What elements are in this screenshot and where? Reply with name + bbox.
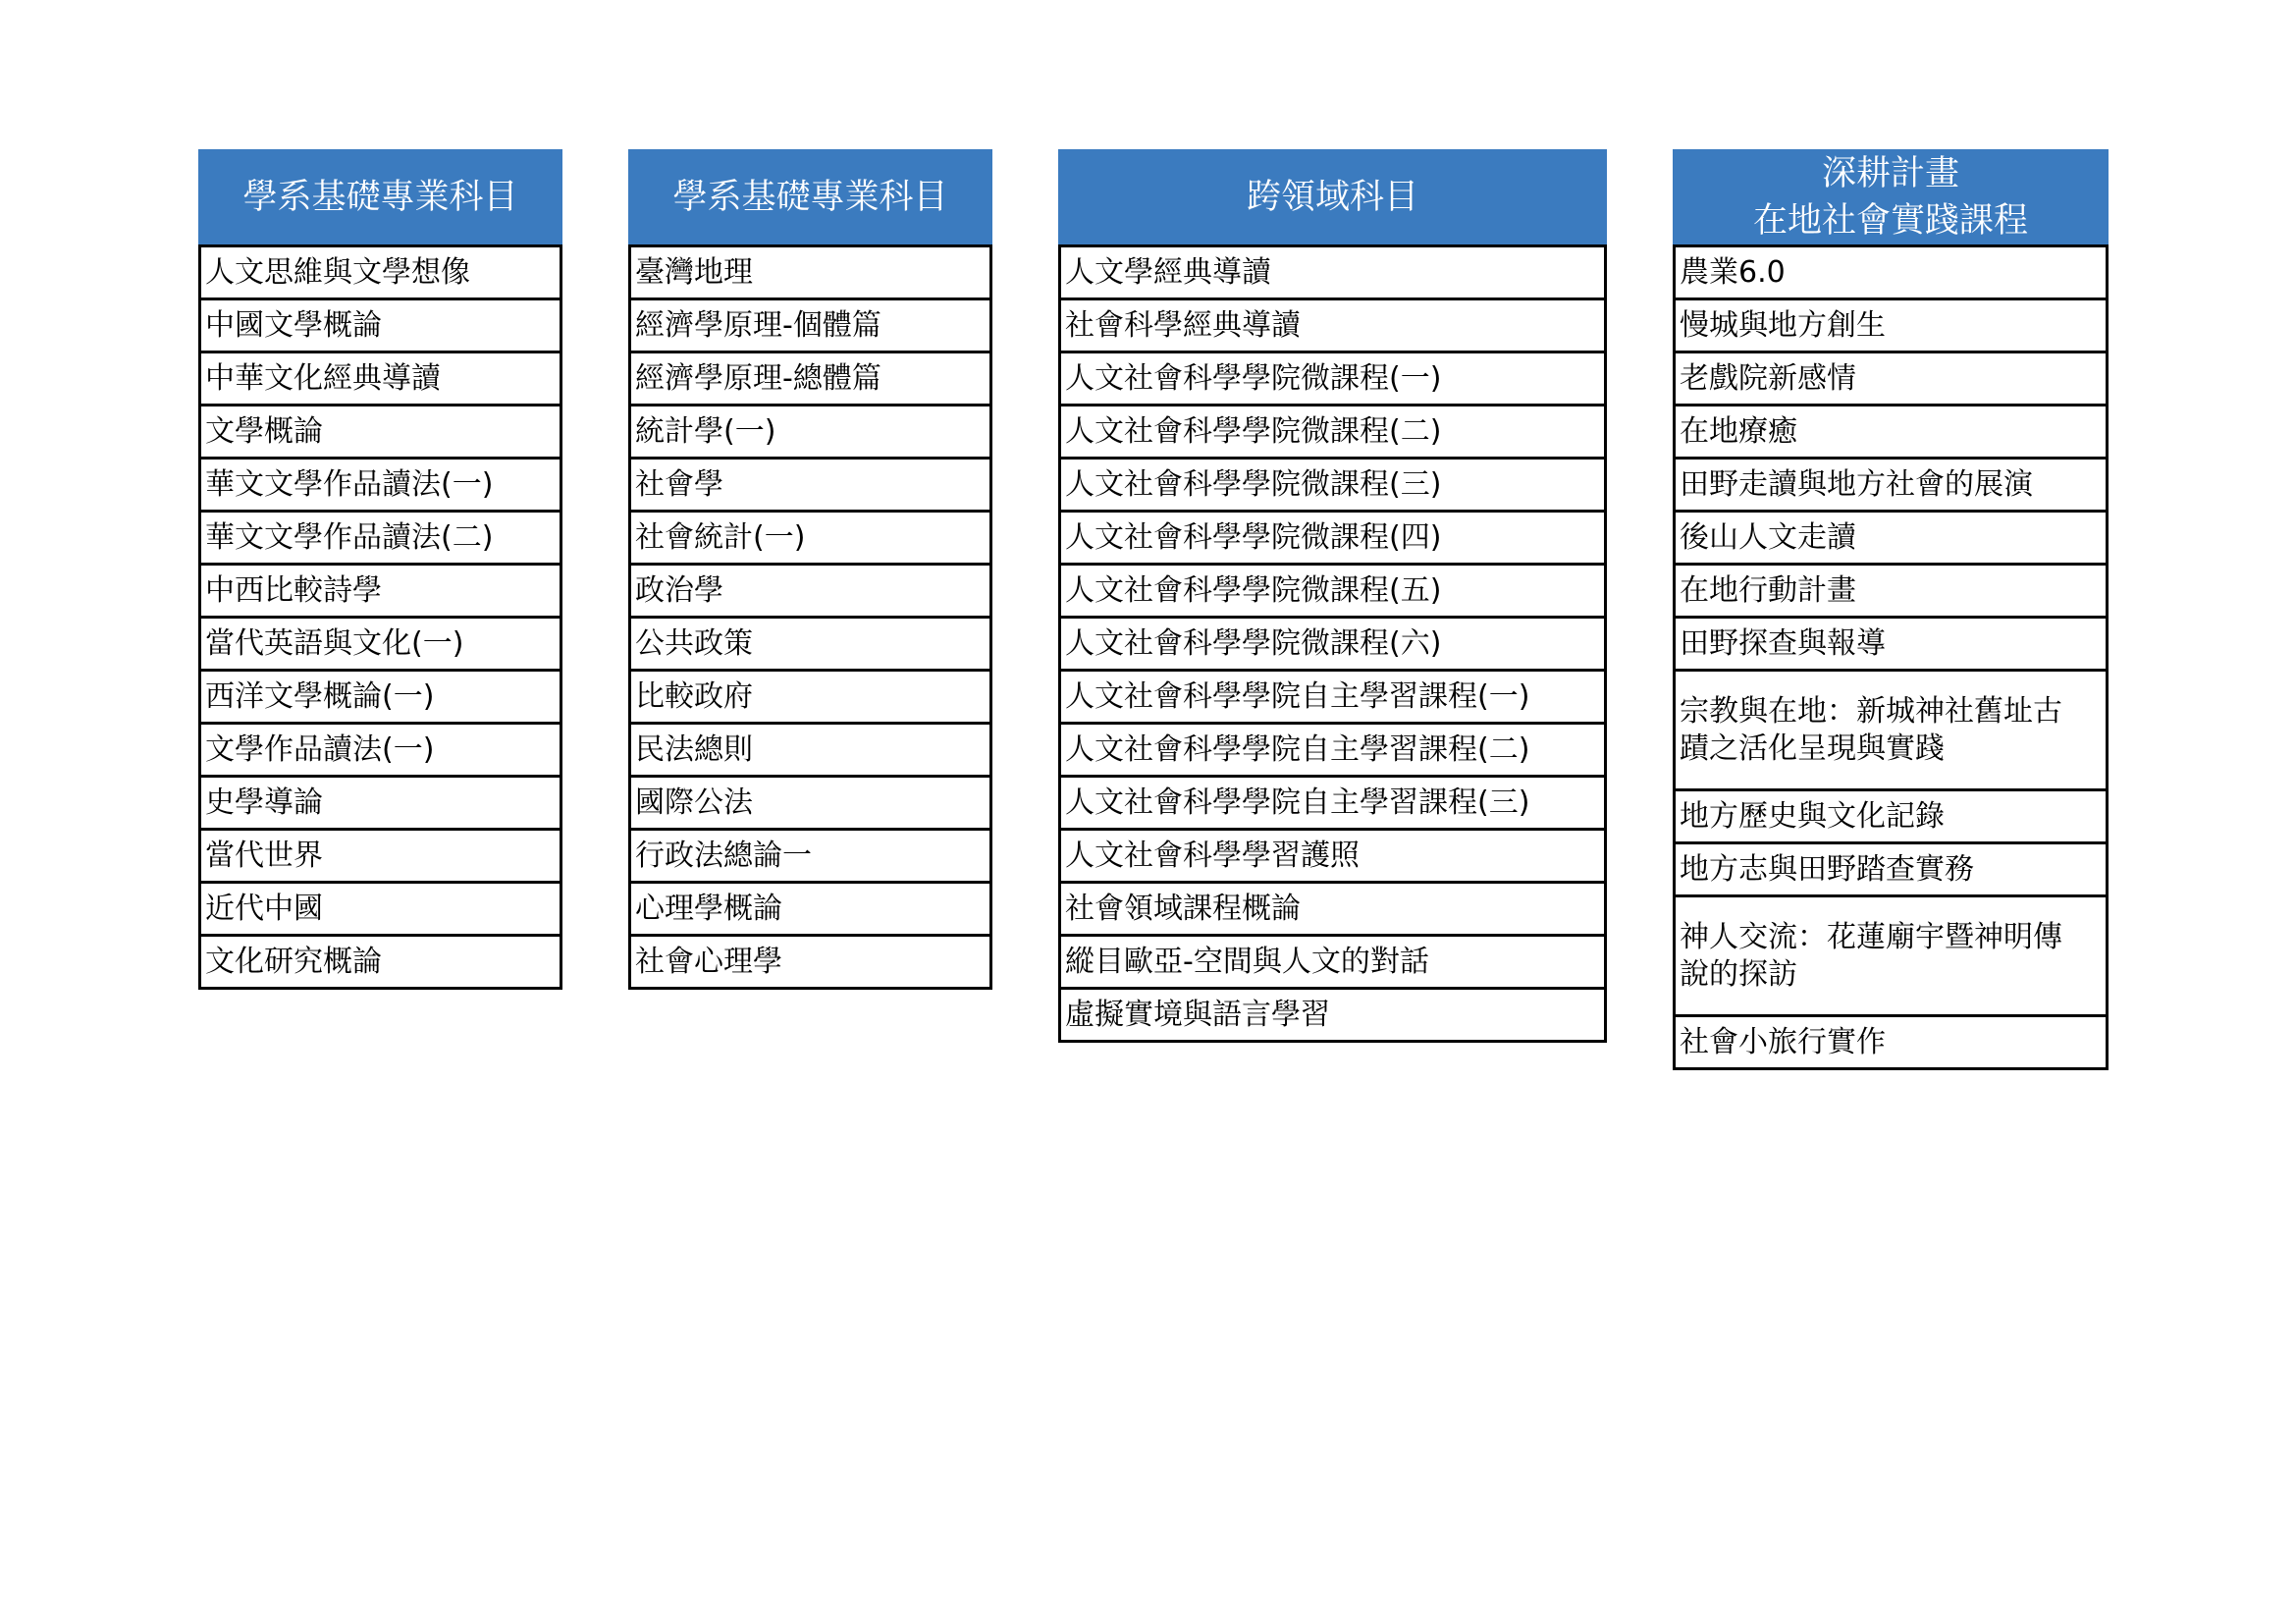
table-row: [200, 352, 561, 406]
table-row: [1060, 246, 1606, 299]
course-cell: 人文社會科學學院微課程(四): [1060, 512, 1606, 565]
table-row: [1060, 936, 1606, 989]
table-row: [200, 883, 561, 936]
course-cell: 人文社會科學學習護照: [1060, 830, 1606, 883]
table-row: [1675, 671, 2108, 790]
column-header: 跨領域科目: [1058, 149, 1607, 244]
table-row: [630, 618, 991, 671]
table-row: [1675, 790, 2108, 843]
course-column-1: [198, 149, 562, 990]
course-cell: 在地療癒: [1675, 406, 2108, 459]
table-row: [1675, 843, 2108, 896]
course-cell: 田野探查與報導: [1675, 618, 2108, 671]
table-row: [1060, 671, 1606, 724]
table-row: [200, 565, 561, 618]
course-cell: 社會統計(一): [630, 512, 991, 565]
table-row: [630, 883, 991, 936]
course-cell: 人文社會科學學院自主學習課程(二): [1060, 724, 1606, 777]
table-row: [1060, 565, 1606, 618]
course-cell: 人文學經典導讀: [1060, 246, 1606, 299]
table-row: [630, 406, 991, 459]
table-row: [1060, 459, 1606, 512]
course-cell: 公共政策: [630, 618, 991, 671]
table-row: [630, 352, 991, 406]
table-row: [1675, 406, 2108, 459]
course-column-3: [1058, 149, 1607, 1043]
course-cell: 後山人文走讀: [1675, 512, 2108, 565]
table-row: [630, 830, 991, 883]
table-row: [200, 512, 561, 565]
table-row: [1060, 512, 1606, 565]
table-row: [630, 565, 991, 618]
course-column-4: [1673, 149, 2109, 1070]
course-cell: 中國文學概論: [200, 299, 561, 352]
table-row: [1060, 830, 1606, 883]
course-cell: 宗教與在地：新城神社舊址古 蹟之活化呈現與實踐: [1675, 671, 2108, 790]
course-cell: 華文文學作品讀法(一): [200, 459, 561, 512]
table-row: [1060, 883, 1606, 936]
course-table: [198, 244, 562, 990]
course-cell: 社會科學經典導讀: [1060, 299, 1606, 352]
course-cell: 統計學(一): [630, 406, 991, 459]
table-row: [1060, 777, 1606, 830]
table-row: [1675, 459, 2108, 512]
course-cell: 地方歷史與文化記錄: [1675, 790, 2108, 843]
course-cell: 中華文化經典導讀: [200, 352, 561, 406]
course-cell: 人文社會科學學院微課程(三): [1060, 459, 1606, 512]
course-cell: 慢城與地方創生: [1675, 299, 2108, 352]
course-cell: 文學作品讀法(一): [200, 724, 561, 777]
table-row: [1060, 299, 1606, 352]
course-cell: 史學導論: [200, 777, 561, 830]
table-row: [200, 246, 561, 299]
course-cell: 人文社會科學學院自主學習課程(三): [1060, 777, 1606, 830]
course-cell: 老戲院新感情: [1675, 352, 2108, 406]
course-cell: 人文社會科學學院微課程(六): [1060, 618, 1606, 671]
table-row: [630, 936, 991, 989]
course-cell: 政治學: [630, 565, 991, 618]
course-cell: 行政法總論一: [630, 830, 991, 883]
table-row: [1675, 565, 2108, 618]
table-row: [200, 618, 561, 671]
table-row: [630, 299, 991, 352]
course-cell: 民法總則: [630, 724, 991, 777]
table-row: [1060, 618, 1606, 671]
table-row: [630, 671, 991, 724]
table-row: [630, 459, 991, 512]
course-cell: 田野走讀與地方社會的展演: [1675, 459, 2108, 512]
table-row: [1675, 618, 2108, 671]
course-cell: 縱目歐亞-空間與人文的對話: [1060, 936, 1606, 989]
course-cell: 經濟學原理-個體篇: [630, 299, 991, 352]
course-cell: 比較政府: [630, 671, 991, 724]
course-cell: 當代世界: [200, 830, 561, 883]
course-cell: 文化研究概論: [200, 936, 561, 989]
table-row: [200, 830, 561, 883]
table-row: [200, 724, 561, 777]
course-cell: 虛擬實境與語言學習: [1060, 989, 1606, 1042]
course-cell: 西洋文學概論(一): [200, 671, 561, 724]
course-cell: 人文社會科學學院微課程(二): [1060, 406, 1606, 459]
course-cell: 華文文學作品讀法(二): [200, 512, 561, 565]
course-table: [628, 244, 992, 990]
table-row: [1060, 989, 1606, 1042]
course-cell: 社會小旅行實作: [1675, 1016, 2108, 1069]
course-cell: 人文社會科學學院自主學習課程(一): [1060, 671, 1606, 724]
course-cell: 心理學概論: [630, 883, 991, 936]
course-column-2: [628, 149, 992, 990]
column-header: 學系基礎專業科目: [198, 149, 562, 244]
table-row: [1060, 724, 1606, 777]
course-cell: 中西比較詩學: [200, 565, 561, 618]
course-cell: 當代英語與文化(一): [200, 618, 561, 671]
table-row: [1675, 246, 2108, 299]
table-row: [630, 777, 991, 830]
course-table: [1673, 244, 2109, 1070]
course-cell: 國際公法: [630, 777, 991, 830]
table-row: [200, 936, 561, 989]
course-cell: 社會領域課程概論: [1060, 883, 1606, 936]
table-row: [1675, 896, 2108, 1016]
course-cell: 文學概論: [200, 406, 561, 459]
table-row: [200, 671, 561, 724]
table-row: [1675, 1016, 2108, 1069]
course-cell: 人文社會科學學院微課程(一): [1060, 352, 1606, 406]
table-row: [1060, 406, 1606, 459]
course-table: [1058, 244, 1607, 1043]
course-cell: 神人交流：花蓮廟宇暨神明傳 說的探訪: [1675, 896, 2108, 1016]
course-cell: 社會心理學: [630, 936, 991, 989]
table-row: [200, 299, 561, 352]
table-row: [1675, 512, 2108, 565]
table-row: [1675, 352, 2108, 406]
table-row: [200, 777, 561, 830]
course-cell: 人文思維與文學想像: [200, 246, 561, 299]
course-cell: 地方志與田野踏查實務: [1675, 843, 2108, 896]
course-cell: 經濟學原理-總體篇: [630, 352, 991, 406]
course-cell: 社會學: [630, 459, 991, 512]
table-row: [630, 512, 991, 565]
table-row: [630, 724, 991, 777]
course-cell: 在地行動計畫: [1675, 565, 2108, 618]
course-cell: 農業6.0: [1675, 246, 2108, 299]
course-cell: 臺灣地理: [630, 246, 991, 299]
course-cell: 近代中國: [200, 883, 561, 936]
table-row: [1060, 352, 1606, 406]
table-row: [200, 459, 561, 512]
course-cell: 人文社會科學學院微課程(五): [1060, 565, 1606, 618]
table-row: [630, 246, 991, 299]
table-row: [200, 406, 561, 459]
table-row: [1675, 299, 2108, 352]
column-header: 學系基礎專業科目: [628, 149, 992, 244]
column-header: 深耕計畫 在地社會實踐課程: [1673, 149, 2109, 244]
